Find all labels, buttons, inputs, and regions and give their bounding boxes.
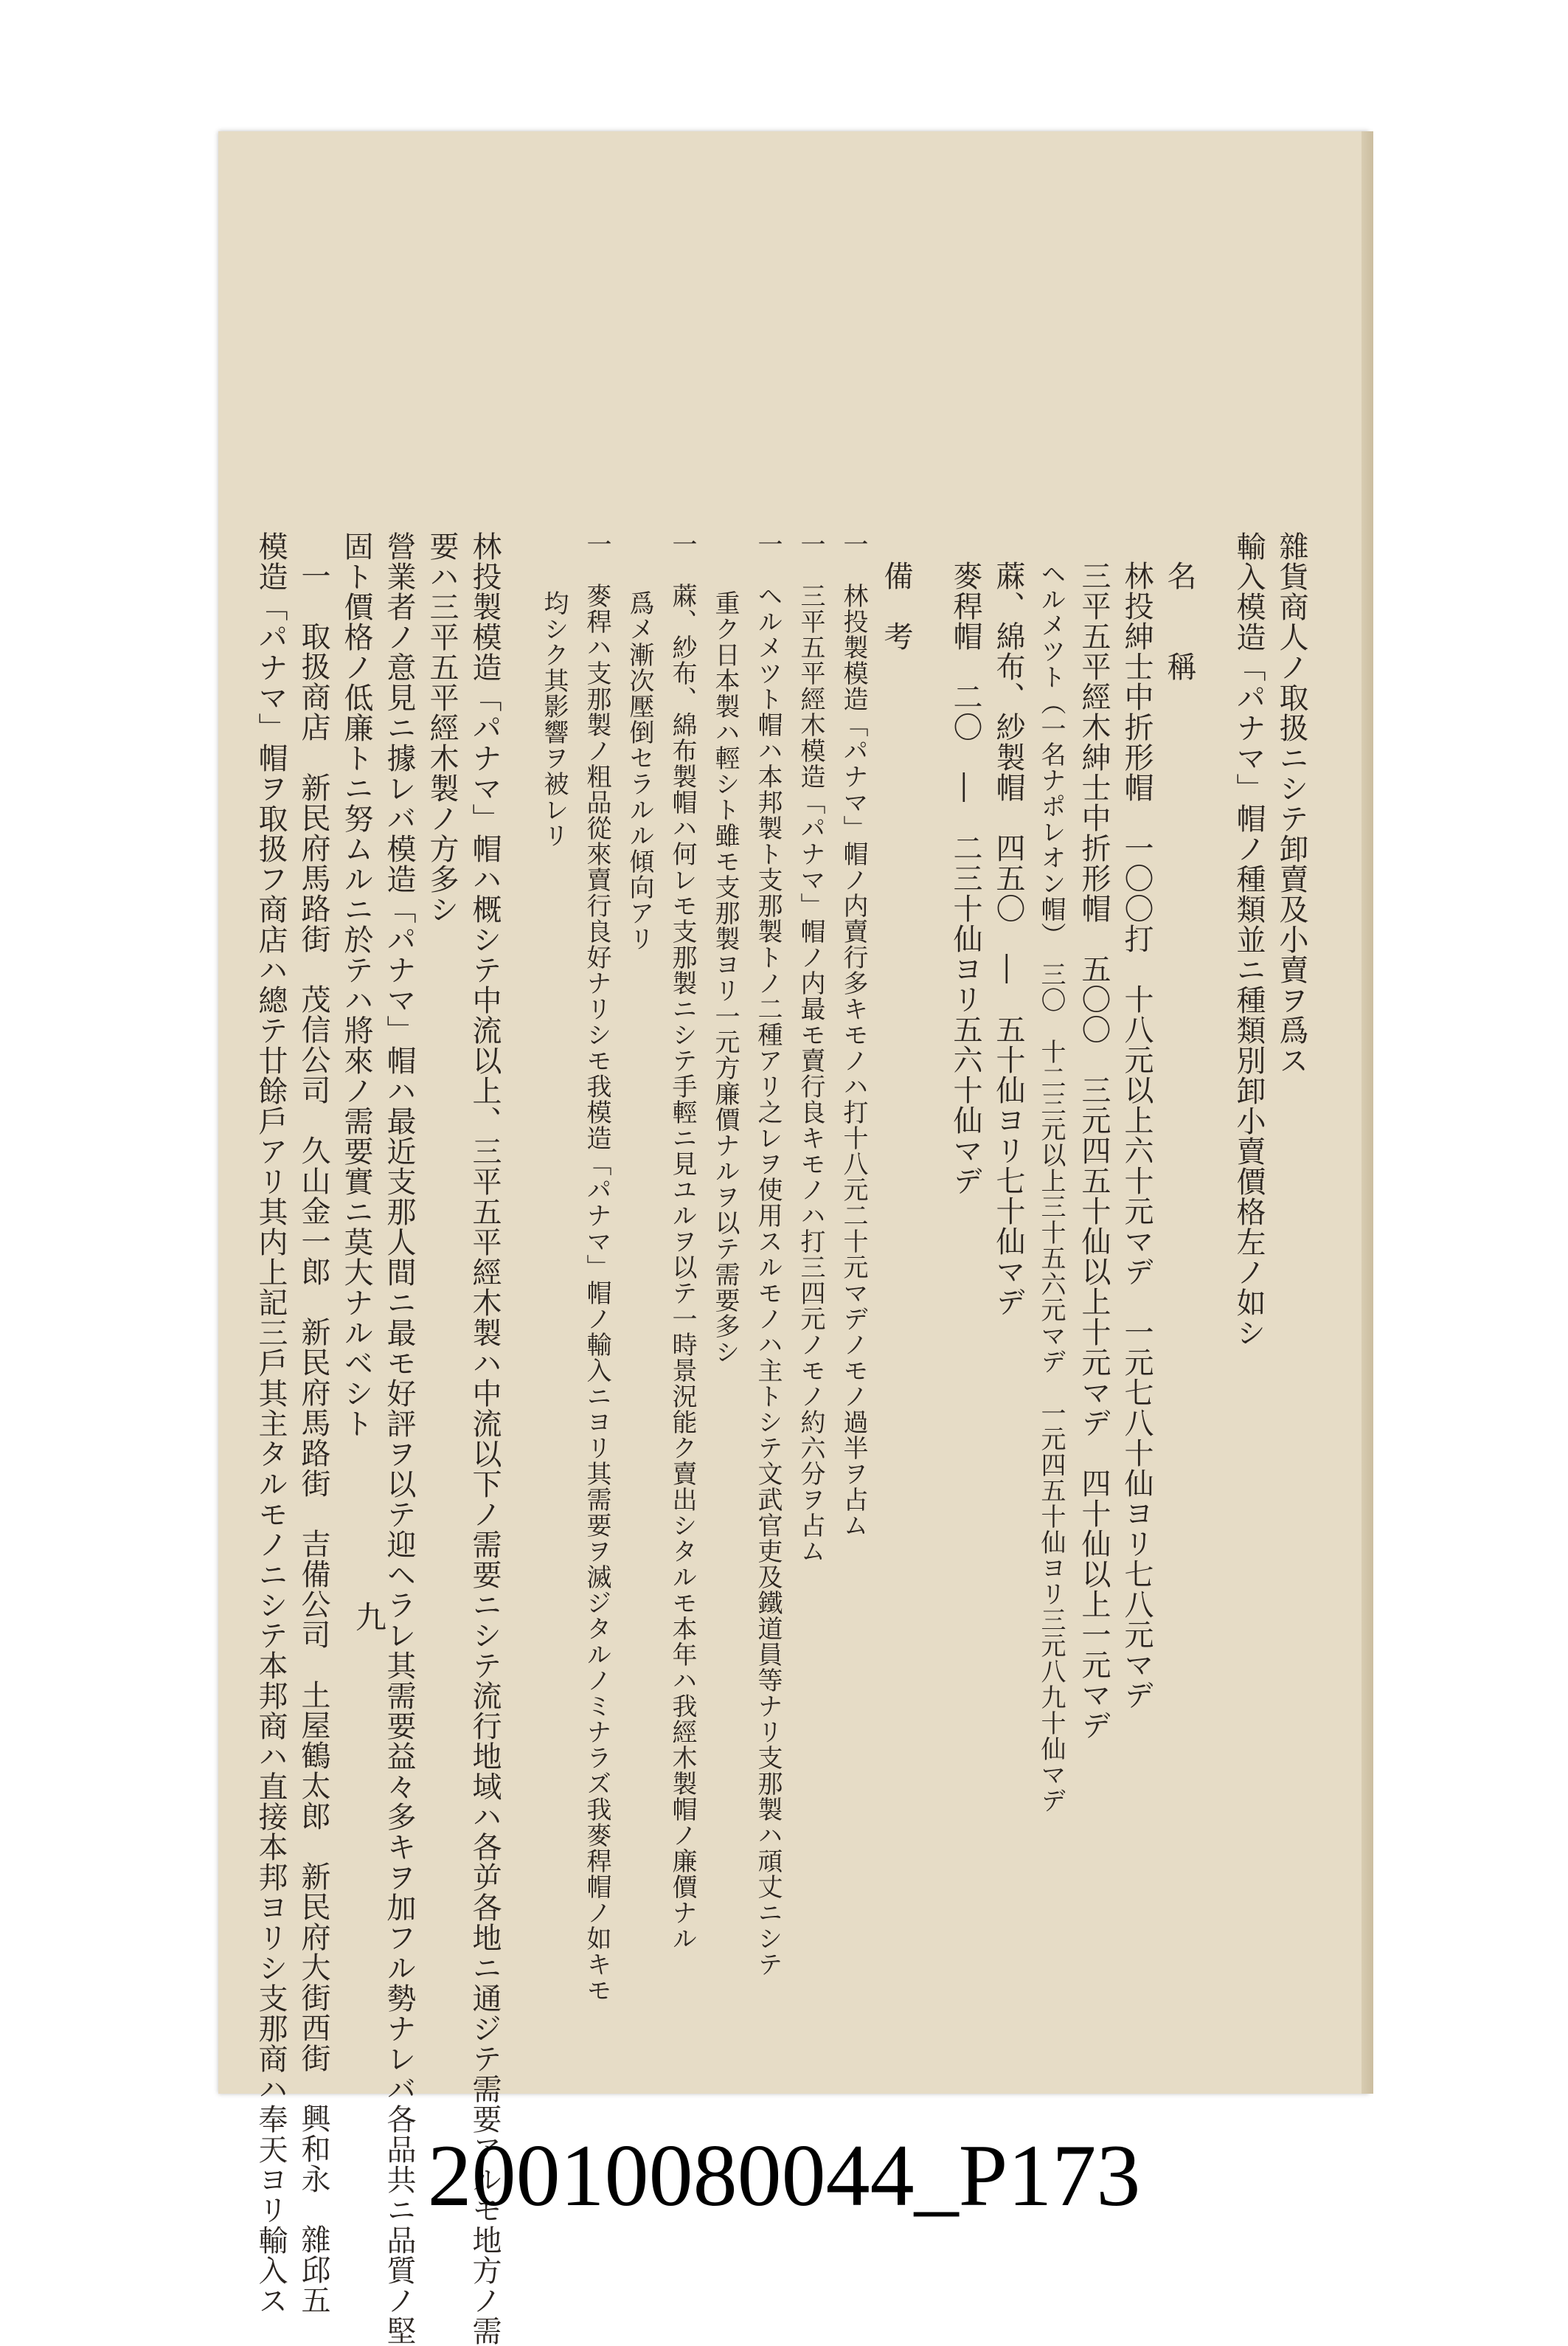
paragraph-line: 要ハ三平五平經木製ノ方多シ bbox=[425, 531, 459, 924]
dealer-name: 雜邱五 bbox=[296, 2224, 330, 2315]
row-retail: 五十仙ヨリ七十仙マデ bbox=[991, 1014, 1025, 1317]
table-row bbox=[987, 531, 1030, 1933]
closing-line: 模造「パナマ」帽ヲ取扱フ商店ハ總テ廿餘戶アリ其内上記三戶其主タルモノニシテ本邦商ハ直接本邦ヨリシ支那商ハ奉天ヨリ輸入ス bbox=[254, 531, 288, 2316]
row-name: 三平五平經木紳士中折形帽 bbox=[1077, 561, 1111, 924]
paragraph-line: 營業者ノ意見ニ據レバ模造「パナマ」帽ハ最近支那人間ニ最モ好評ヲ以テ迎ヘラレ其需要益々多キヲ加フル勢ナレバ各品共ニ品質ノ堅 bbox=[382, 531, 416, 2346]
row-wholesale: 十二三元以上三十五六元マデ bbox=[1036, 1039, 1066, 1374]
dealer-name: 茂信公司 bbox=[296, 984, 330, 1105]
table-row bbox=[1115, 531, 1158, 1933]
remark-line: 重ク日本製ハ輕シト雖モ支那製ヨリ一元方廉價ナルヲ以テ需要多シ bbox=[710, 590, 740, 1365]
row-retail: 二三十仙ヨリ五六十仙マデ bbox=[948, 833, 982, 1196]
row-wholesale: 十八元以上六十元マデ bbox=[1120, 984, 1154, 1287]
remark-line: 一 ヘルメツト帽ハ本邦製ト支那製トノ二種アリ之レヲ使用スルモノハ主トシテ文武官吏及鐵道員等ナリ支那製ハ頑丈ニシテ bbox=[753, 531, 783, 1977]
row-retail: 四十仙以上一元マデ bbox=[1077, 1468, 1111, 1740]
remarks-title: 備 考 bbox=[879, 561, 913, 651]
paragraph-line: 林投製模造「パナマ」帽ハ概シテ中流以上、三平五平經木製ハ中流以下ノ需要ニシテ流行地域ハ各屰各地ニ通ジテ需要アルモ地方ノ需 bbox=[468, 531, 502, 2346]
header-line: 雜貨商人ノ取扱ニシテ卸賣及小賣ヲ爲ス bbox=[1274, 531, 1308, 1076]
remark-line: 一 麥稈ハ支那製ノ粗品從來賣行良好ナリシモ我模造「パナマ」帽ノ輸入ニヨリ其需要ヲ滅ジタルノミナラズ我麥稈帽ノ如キモ bbox=[582, 531, 611, 2003]
dealer-name: 土屋鶴太郎 bbox=[296, 1680, 330, 1831]
dealer-name: 興和永 bbox=[296, 2103, 330, 2194]
spacer bbox=[506, 531, 533, 1933]
intro-line: 輸入模造「パナマ」帽ノ種類並ニ種類別卸小賣價格左ノ如シ bbox=[1232, 531, 1266, 1348]
page-number: 九 bbox=[351, 1601, 387, 1632]
dealer-name: 吉備公司 bbox=[296, 1529, 330, 1650]
table-header-row: 名 稱 bbox=[1162, 561, 1196, 682]
remark-line: 爲メ漸次壓倒セラルル傾向アリ bbox=[625, 590, 654, 952]
row-wholesale: ― bbox=[948, 772, 982, 803]
paragraph-line: 固ト價格ノ低廉トニ努ムルニ於テハ將來ノ需要實ニ莫大ナルベシト bbox=[339, 531, 373, 1439]
remark-line: 一 三平五平經木模造「パナマ」帽ノ内最モ賣行良キモノハ打三四元ノモノ約六分ヲ占ム bbox=[796, 531, 825, 1564]
row-quantity: 一〇〇打 bbox=[1120, 833, 1154, 954]
remark-line: 均シク其影響ヲ被レリ bbox=[539, 590, 569, 848]
row-wholesale: 三元四五十仙以上十元マデ bbox=[1077, 1075, 1111, 1438]
row-name: ヘルメツト（一名ナポレオン帽） bbox=[1036, 561, 1066, 935]
row-retail: 一元四五十仙ヨリ三元八九十仙マデ bbox=[1036, 1400, 1066, 1813]
table-row bbox=[1072, 531, 1115, 1933]
spacer bbox=[917, 531, 944, 1933]
table-row bbox=[1030, 531, 1072, 1933]
row-quantity: 二〇 bbox=[948, 682, 982, 742]
row-name: 林投紳士中折形帽 bbox=[1120, 561, 1154, 803]
dealer-street: 新民府馬路街 bbox=[296, 1317, 330, 1498]
row-name: 蔴、綿布、紗製帽 bbox=[991, 561, 1025, 803]
remark-line: 一 蔴、紗布、綿布製帽ハ何レモ支那製ニシテ手輕ニ見ユルヲ以テ一時景況能ク賣出シタルモ本年ハ我經木製帽ノ廉價ナル bbox=[667, 531, 697, 1951]
page-edge bbox=[1361, 131, 1373, 2094]
row-wholesale: ― bbox=[991, 954, 1025, 984]
row-quantity: 五〇〇 bbox=[1077, 954, 1111, 1045]
table-row bbox=[944, 531, 987, 1933]
dealer-name: 久山金一郎 bbox=[296, 1135, 330, 1287]
row-retail: 一元七八十仙ヨリ七八元マデ bbox=[1120, 1317, 1154, 1710]
dealer-street: 新民府大街西街 bbox=[296, 1861, 330, 2073]
row-name: 麥稈帽 bbox=[948, 561, 982, 651]
dealers-title: 一 取扱商店 bbox=[296, 561, 330, 742]
row-quantity: 四五〇 bbox=[991, 833, 1025, 924]
dealer-street: 新民府馬路街 bbox=[296, 772, 330, 954]
image-caption: 20010080044_P173 bbox=[427, 2126, 1141, 2224]
remark-line: 一 林投製模造「パナマ」帽ノ内賣行多キモノハ打十八元二十元マデノモノ過半ヲ占ム bbox=[839, 531, 868, 1538]
spacer bbox=[1201, 531, 1227, 1933]
row-quantity: 三〇 bbox=[1036, 961, 1066, 1013]
dealers-line bbox=[292, 531, 335, 2315]
